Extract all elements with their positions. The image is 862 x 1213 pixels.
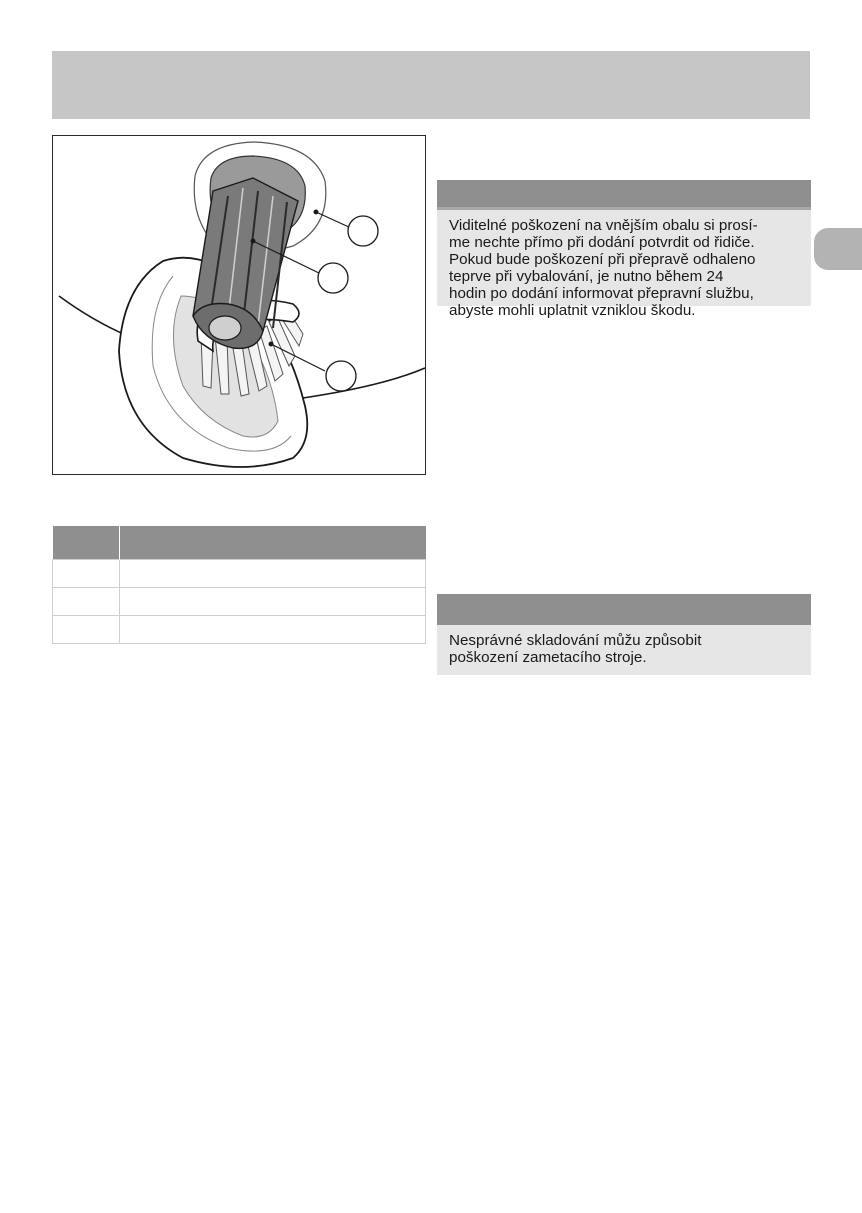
table-header-row bbox=[53, 526, 426, 560]
note-text bbox=[437, 625, 811, 675]
callout-2 bbox=[318, 263, 348, 293]
chapter-side-tab bbox=[814, 228, 862, 270]
table-cell-number bbox=[53, 616, 120, 644]
table-header-description bbox=[120, 526, 426, 560]
note-header-bar bbox=[437, 594, 811, 625]
note-line: poškození zametacího stroje. bbox=[449, 649, 647, 666]
note-line: Viditelné poškození na vnějším obalu si prosí- bbox=[449, 217, 758, 234]
note-storage bbox=[437, 594, 811, 675]
table-cell-description bbox=[120, 616, 426, 644]
table-header-number bbox=[53, 526, 120, 560]
note-line: abyste mohli uplatnit vzniklou škodu. bbox=[449, 302, 696, 319]
note-line: teprve při vybalování, je nutno během 24 bbox=[449, 268, 724, 285]
table-row bbox=[53, 560, 426, 588]
note-line: me nechte přímo při dodání potvrdit od řidiče. bbox=[449, 234, 755, 251]
table-cell-description bbox=[120, 560, 426, 588]
table-cell-description bbox=[120, 588, 426, 616]
note-line: hodin po dodání informovat přepravní službu, bbox=[449, 285, 754, 302]
table-cell-number bbox=[53, 588, 120, 616]
parts-legend-table bbox=[52, 526, 426, 644]
callout-3 bbox=[326, 361, 356, 391]
note-transport-damage bbox=[437, 180, 811, 319]
brush-roller-illustration bbox=[53, 136, 425, 474]
table-cell-number bbox=[53, 560, 120, 588]
table-row bbox=[53, 588, 426, 616]
table-row bbox=[53, 616, 426, 644]
callout-1 bbox=[348, 216, 378, 246]
figure-brush-assembly bbox=[52, 135, 426, 475]
note-text bbox=[437, 210, 811, 319]
note-line: Nesprávné skladování můžu způsobit bbox=[449, 632, 702, 649]
page-header-band bbox=[52, 51, 810, 119]
note-line: Pokud bude poškození při přepravě odhaleno bbox=[449, 251, 756, 268]
note-header-bar bbox=[437, 180, 811, 210]
